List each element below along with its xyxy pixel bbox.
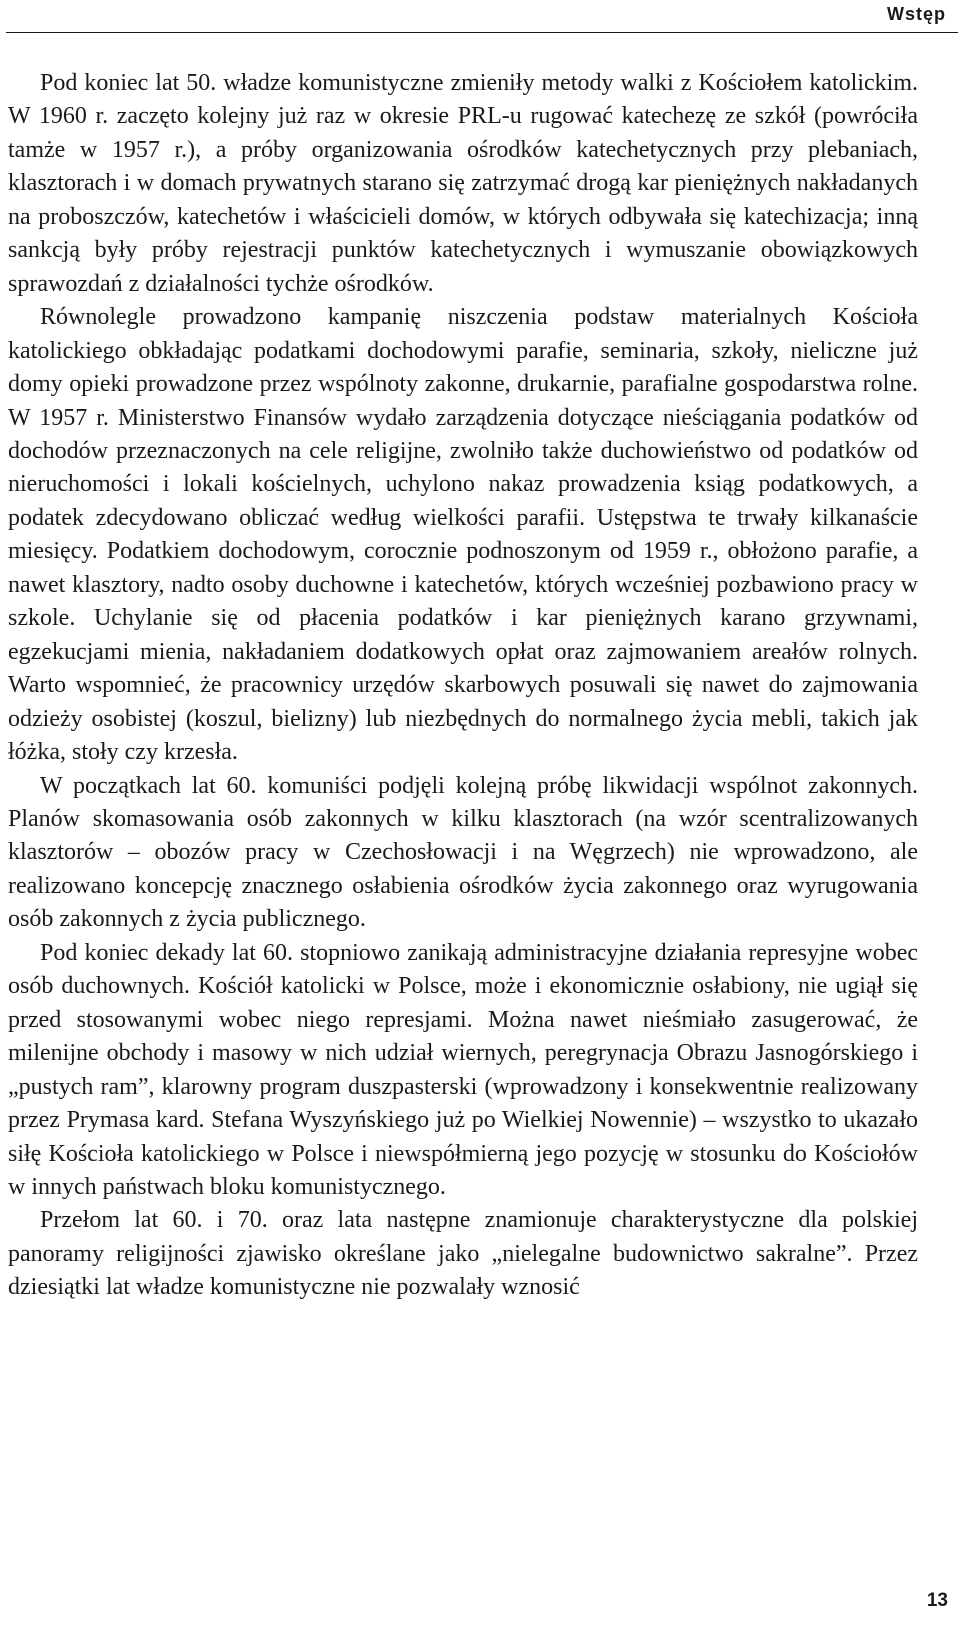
paragraph-3: W początkach lat 60. komuniści podjęli kolejną próbę likwidacji wspólnot zakonnych. Planów skomasowania osób zakonnych w kilku klasztorach (na wzór scentralizowanych klasztorów – obozów pracy w Czechosłowacji i na Węgrzech) nie wprowadzono, ale realizowano koncepcję znacznego osłabienia ośrodków życia zakonnego oraz wyrugowania osób zakonnych z życia publicznego.	[8, 772, 918, 933]
paragraph-5: Przełom lat 60. i 70. oraz lata następne znamionuje charakterystyczne dla polskiej panoramy religijności zjawisko określane jako „nielegalne budownictwo sakralne”. Przez dziesiątki lat władze komunistyczne nie pozwalały wznosić	[8, 1207, 918, 1301]
header-rule	[6, 32, 958, 33]
section-title: Wstęp	[887, 4, 946, 24]
body-text	[8, 67, 918, 1305]
paragraph-1: Pod koniec lat 50. władze komunistyczne zmieniły metody walki z Kościołem katolickim. W 1960 r. zaczęto kolejny już raz w okresie PRL-u rugować katechezę ze szkół (powróciła tamże w 1957 r.), a próby organizowania ośrodków katechetycznych przy plebaniach, klasztorach i w domach prywatnych starano się zatrzymać drogą kar pieniężnych nakładanych na proboszczów, katechetów i właścicieli domów, w których odbywała się katechizacja; inną sankcją były próby rejestracji punktów katechetycznych i wymuszanie obowiązkowych sprawozdań z działalności tychże ośrodków.	[8, 70, 918, 297]
page-number: 13	[926, 1590, 948, 1611]
paragraph-2: Równolegle prowadzono kampanię niszczenia podstaw materialnych Kościoła katolickiego obkładając podatkami dochodowymi parafie, seminaria, szkoły, nieliczne już domy opieki prowadzone przez wspólnoty zakonne, drukarnie, parafialne gospodarstwa rolne. W 1957 r. Ministerstwo Finansów wydało zarządzenia dotyczące nieściągania podatków od dochodów przeznaczonych na cele religijne, zwolniło także duchowieństwo od podatków od nieruchomości i lokali kościelnych, uchylono nakaz prowadzenia ksiąg podatkowych, a podatek zdecydowano obliczać według wielkości parafii. Ustępstwa te trwały kilkanaście miesięcy. Podatkiem dochodowym, corocznie podnoszonym od 1959 r., obłożono parafie, a nawet klasztory, nadto osoby duchowne i katechetów, których wcześniej pozbawiono pracy w szkole. Uchylanie się od płacenia podatków i kar pieniężnych karano grzywnami, egzekucjami mienia, nakładaniem dodatkowych opłat oraz zajmowaniem areałów rolnych. Warto wspomnieć, że pracownicy urzędów skarbowych posuwali się nawet do zajmowania odzieży osobistej (koszul, bielizny) lub niezbędnych do normalnego życia mebli, takich jak łóżka, stoły czy krzesła.	[8, 304, 918, 766]
paragraph-4: Pod koniec dekady lat 60. stopniowo zanikają administracyjne działania represyjne wobec osób duchownych. Kościół katolicki w Polsce, może i ekonomicznie osłabiony, nie ugiął się przed stosowanymi wobec niego represjami. Można nawet nieśmiało zasugerować, że milenijne obchody i masowy w nich udział wiernych, peregrynacja Obrazu Jasnogórskiego i „pustych ram”, klarowny program duszpasterski (wprowadzony i konsekwentnie realizowany przez Prymasa kard. Stefana Wyszyńskiego już po Wielkiej Nowennie) – wszystko to ukazało siłę Kościoła katolickiego w Polsce i niewspółmierną jego pozycję w stosunku do Kościołów w innych państwach bloku komunistycznego.	[8, 939, 918, 1200]
